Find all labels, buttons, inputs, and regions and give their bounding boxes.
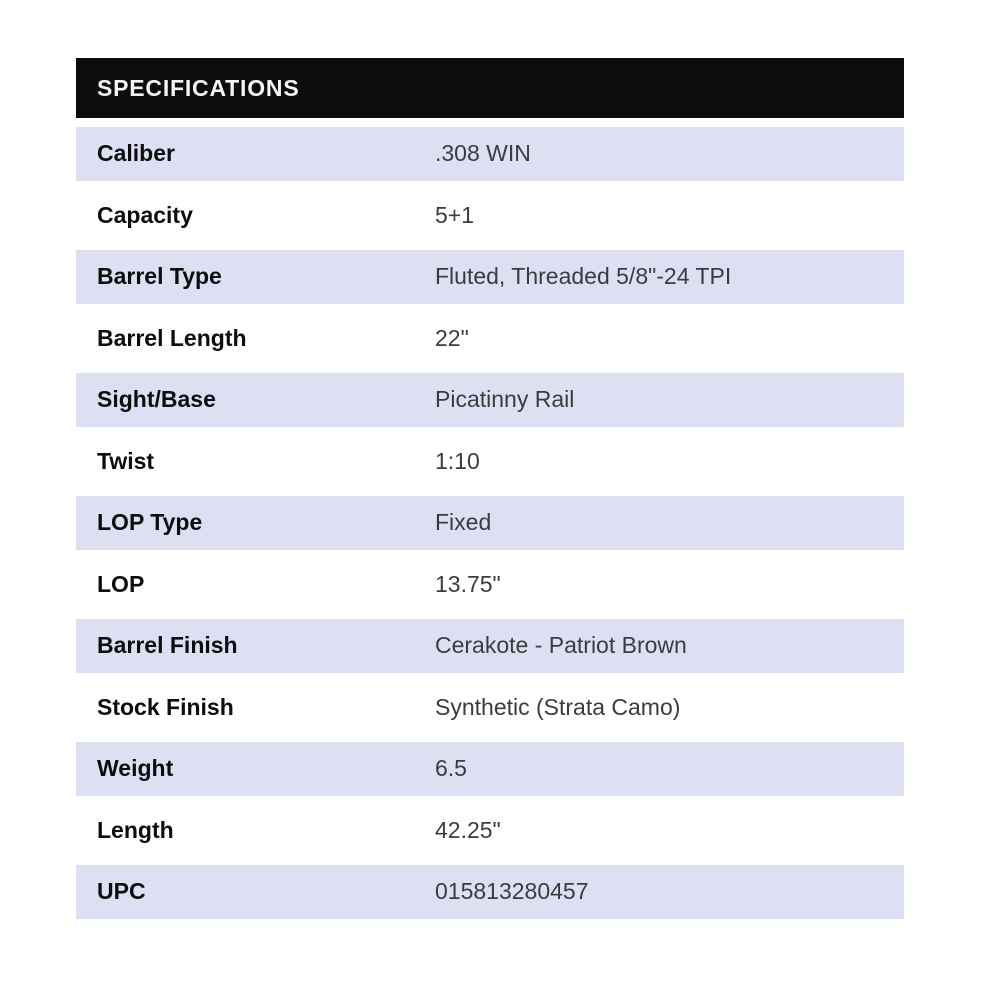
spec-value: 42.25"	[435, 816, 501, 843]
spec-row-twist	[76, 431, 904, 493]
spec-value: 015813280457	[435, 878, 589, 905]
spec-value: 5+1	[435, 201, 475, 228]
spec-row-sight-base	[76, 369, 904, 431]
spec-row-barrel-length	[76, 308, 904, 370]
spec-label: LOP	[97, 570, 145, 597]
spec-row-length	[76, 800, 904, 862]
specifications-rows	[76, 123, 904, 923]
spec-row-lop-type	[76, 492, 904, 554]
spec-label: Length	[97, 816, 174, 843]
spec-value: Synthetic (Strata Camo)	[435, 693, 681, 720]
spec-value: Picatinny Rail	[435, 386, 575, 413]
spec-value: Fixed	[435, 509, 492, 536]
spec-value: 13.75"	[435, 570, 501, 597]
spec-label: Capacity	[97, 201, 193, 228]
spec-row-stock-finish	[76, 677, 904, 739]
spec-row-weight	[76, 738, 904, 800]
spec-label: Barrel Length	[97, 324, 247, 351]
spec-value: 1:10	[435, 447, 480, 474]
spec-value: .308 WIN	[435, 140, 531, 167]
spec-label: Stock Finish	[97, 693, 234, 720]
spec-label: UPC	[97, 878, 146, 905]
spec-row-capacity	[76, 185, 904, 247]
spec-label: Weight	[97, 755, 174, 782]
spec-row-upc	[76, 861, 904, 923]
specifications-title: SPECIFICATIONS	[97, 74, 300, 101]
specifications-header	[76, 58, 904, 118]
spec-value: Fluted, Threaded 5/8"-24 TPI	[435, 263, 732, 290]
spec-label: LOP Type	[97, 509, 203, 536]
spec-row-caliber	[76, 123, 904, 185]
spec-row-barrel-finish	[76, 615, 904, 677]
spec-row-barrel-type	[76, 246, 904, 308]
spec-label: Sight/Base	[97, 386, 216, 413]
spec-value: 22"	[435, 324, 469, 351]
spec-label: Barrel Type	[97, 263, 222, 290]
spec-label: Barrel Finish	[97, 632, 238, 659]
spec-value: 6.5	[435, 755, 467, 782]
specifications-table	[76, 58, 904, 923]
spec-label: Caliber	[97, 140, 175, 167]
spec-label: Twist	[97, 447, 155, 474]
spec-value: Cerakote - Patriot Brown	[435, 632, 687, 659]
spec-row-lop	[76, 554, 904, 616]
